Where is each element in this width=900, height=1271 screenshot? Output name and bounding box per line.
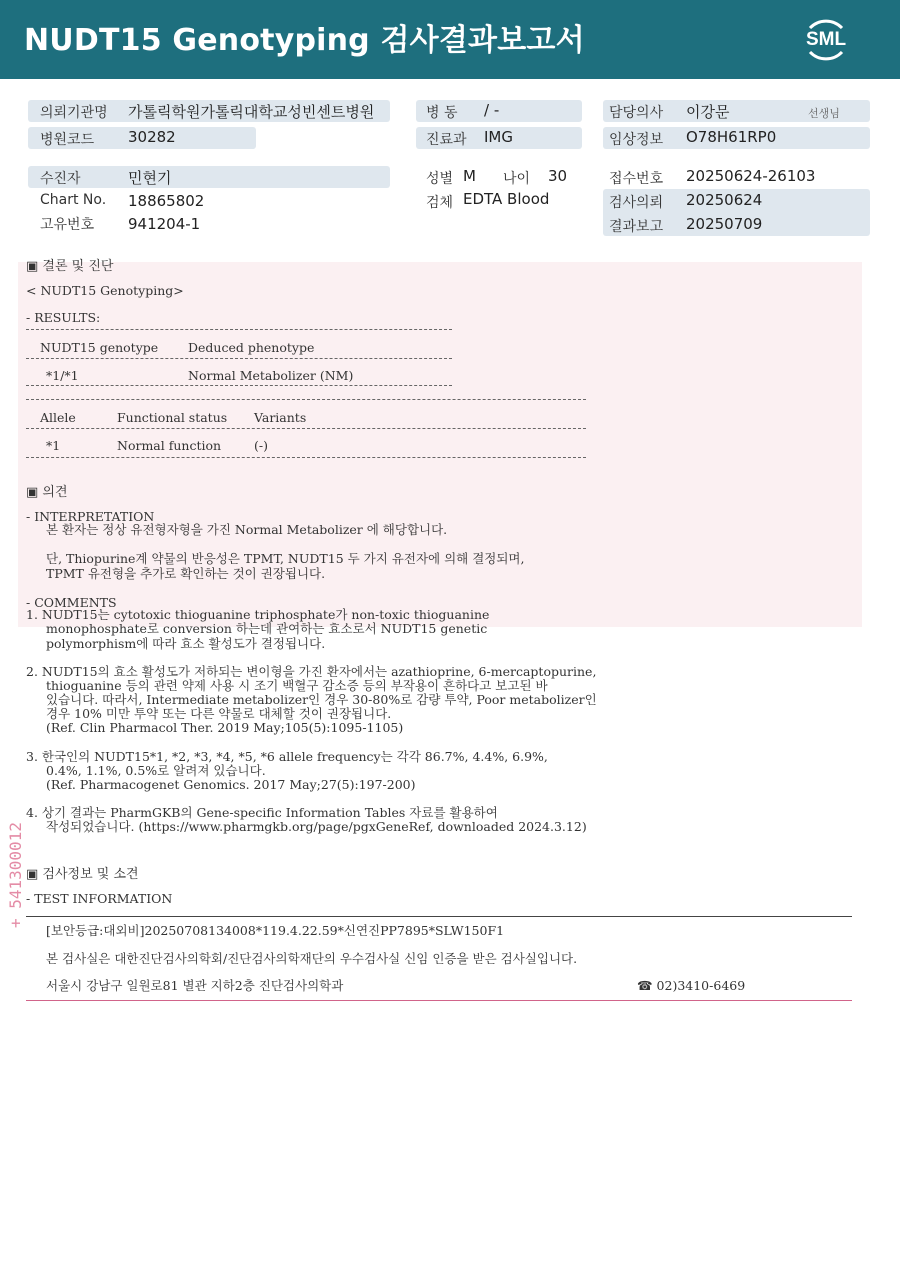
info-bar — [28, 166, 390, 188]
report-title: NUDT15 Genotyping 검사결과보고서 — [24, 23, 585, 58]
chart-value: 18865802 — [128, 192, 205, 210]
divider — [26, 457, 586, 458]
hospital-code-label: 병원코드 — [40, 132, 95, 148]
uid-label: 고유번호 — [40, 217, 95, 233]
divider — [26, 358, 452, 359]
address-line: 서울시 강남구 일원로81 별관 지하2층 진단검사의학과 — [46, 978, 344, 993]
institution-value: 가톨릭학원가톨릭대학교성빈센트병원 — [128, 103, 375, 121]
doctor-label: 담당의사 — [609, 105, 664, 121]
chart-label: Chart No. — [40, 192, 107, 208]
age-value: 30 — [548, 167, 568, 185]
comment-line: 경우 10% 미만 투약 또는 다른 약물로 대체할 것이 권장됩니다. — [46, 706, 392, 721]
sex-value: M — [463, 167, 476, 185]
comment-line: (Ref. Clin Pharmacol Ther. 2019 May;105(5):1095-1105) — [46, 720, 404, 735]
clinical-label: 임상정보 — [609, 132, 664, 148]
allele-value: *1 — [46, 438, 61, 453]
doctor-value: 이강문 — [686, 103, 730, 121]
receipt-value: 20250624-26103 — [686, 167, 816, 185]
test-name: < NUDT15 Genotyping> — [26, 283, 184, 298]
comment-line: (Ref. Pharmacogenet Genomics. 2017 May;27(5):197-200) — [46, 777, 416, 792]
divider — [26, 428, 586, 429]
footer-divider — [26, 1000, 852, 1001]
functional-value: Normal function — [117, 438, 222, 453]
patient-label: 수진자 — [40, 171, 81, 187]
request-value: 20250624 — [686, 191, 763, 209]
hospital-code-value: 30282 — [128, 128, 176, 146]
ward-value: / - — [484, 101, 500, 119]
specimen-value: EDTA Blood — [463, 190, 550, 208]
divider — [26, 399, 586, 400]
phone-line: ☎ 02)3410-6469 — [637, 978, 746, 993]
interpretation-label: - INTERPRETATION — [26, 509, 155, 524]
variants-value: (-) — [254, 438, 268, 453]
ward-label: 병 동 — [426, 105, 458, 121]
security-line: [보안등급:대외비]20250708134008*119.4.22.59*신연진PP7895*SLW150F1 — [46, 923, 505, 938]
col-phenotype-header: Deduced phenotype — [188, 340, 315, 355]
section-testinfo-title: ▣ 검사정보 및 소견 — [26, 867, 139, 882]
sex-label: 성별 — [426, 171, 454, 187]
divider — [26, 329, 452, 330]
uid-value: 941204-1 — [128, 215, 201, 233]
patient-value: 민현기 — [128, 169, 172, 187]
sml-logo — [800, 14, 852, 66]
section-opinion-title: ▣ 의견 — [26, 485, 68, 500]
comment-line: 1. NUDT15는 cytotoxic thioguanine triphosphate가 non-toxic thioguanine — [26, 607, 490, 622]
dept-value: IMG — [484, 128, 513, 146]
report-date-label: 결과보고 — [609, 219, 664, 235]
institution-label: 의뢰기관명 — [40, 105, 108, 121]
dept-label: 진료과 — [426, 132, 467, 148]
comment-line: monophosphate로 conversion 하는데 관여하는 효소로서 NUDT15 genetic — [46, 621, 488, 636]
stamp — [6, 790, 36, 930]
comment-line: 작성되었습니다. (https://www.pharmgkb.org/page/pgxGeneRef, downloaded 2024.3.12) — [46, 819, 587, 834]
comment-line: 있습니다. 따라서, Intermediate metabolizer인 경우 30-80%로 감량 투약, Poor metabolizer인 — [46, 692, 597, 707]
receipt-label: 접수번호 — [609, 171, 664, 187]
section-conclusion-title: ▣ 결론 및 진단 — [26, 259, 114, 274]
divider — [26, 385, 452, 386]
clinical-value: O78H61RP0 — [686, 128, 777, 146]
comment-line: polymorphism에 따라 효소 활성도가 결정됩니다. — [46, 636, 326, 651]
results-label: - RESULTS: — [26, 310, 101, 325]
phenotype-value: Normal Metabolizer (NM) — [188, 368, 354, 383]
comments-label: - COMMENTS — [26, 595, 117, 610]
specimen-label: 검체 — [426, 195, 454, 211]
interpretation-line: 단, Thiopurine계 약물의 반응성은 TPMT, NUDT15 두 가지 유전자에 의해 결정되며, — [46, 551, 525, 566]
report-date-value: 20250709 — [686, 215, 763, 233]
certification-line: 본 검사실은 대한진단검사의학회/진단검사의학재단의 우수검사실 신임 인증을 받은 검사실입니다. — [46, 951, 578, 966]
interpretation-line: TPMT 유전형을 추가로 확인하는 것이 권장됩니다. — [46, 566, 326, 581]
request-label: 검사의뢰 — [609, 195, 664, 211]
divider — [26, 916, 852, 917]
col-functional-header: Functional status — [117, 410, 228, 425]
comment-line: thioguanine 등의 관련 약제 사용 시 조기 백혈구 감소증 등의 부작용이 흔하다고 보고된 바 — [46, 678, 548, 693]
col-variants-header: Variants — [254, 410, 307, 425]
comment-line: 4. 상기 결과는 PharmGKB의 Gene-specific Information Tables 자료를 활용하여 — [26, 805, 498, 820]
col-genotype-header: NUDT15 genotype — [40, 340, 159, 355]
comment-line: 2. NUDT15의 효소 활성도가 저하되는 변이형을 가진 환자에서는 azathioprine, 6-mercaptopurine, — [26, 664, 597, 679]
genotype-value: *1/*1 — [46, 368, 79, 383]
age-label: 나이 — [503, 171, 531, 187]
doctor-suffix: 선생님 — [808, 107, 840, 120]
test-info-label: - TEST INFORMATION — [26, 891, 173, 906]
comment-line: 0.4%, 1.1%, 0.5%로 알려져 있습니다. — [46, 763, 266, 778]
comment-line: 3. 한국인의 NUDT15*1, *2, *3, *4, *5, *6 allele frequency는 각각 86.7%, 4.4%, 6.9%, — [26, 749, 548, 764]
interpretation-line: 본 환자는 정상 유전형자형을 가진 Normal Metabolizer 에 해당합니다. — [46, 522, 448, 537]
col-allele-header: Allele — [40, 410, 76, 425]
logo-text: SML — [805, 29, 847, 50]
report-header — [0, 0, 900, 79]
stamp-text: + 541300012 — [6, 822, 25, 928]
